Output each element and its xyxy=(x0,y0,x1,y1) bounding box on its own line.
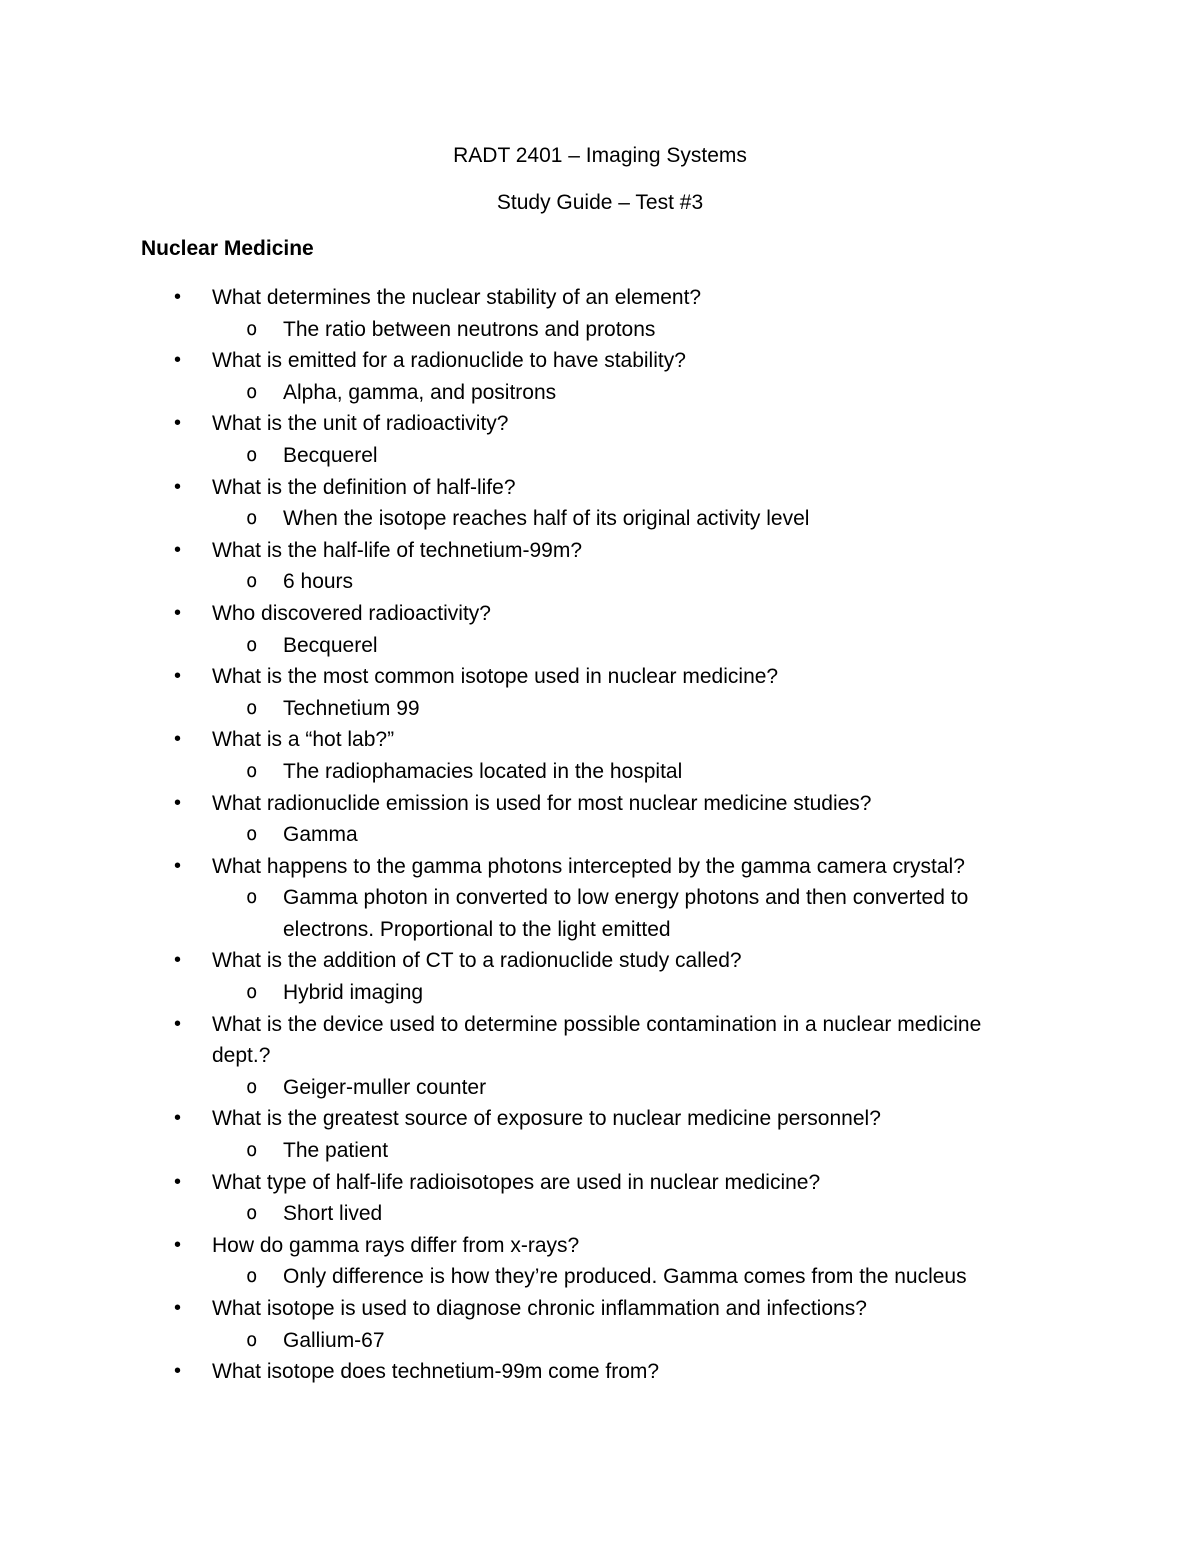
question-text: What is the greatest source of exposure to nuclear medicine personnel? xyxy=(212,1107,881,1131)
answer-list xyxy=(212,819,1012,851)
circle-bullet-icon: o xyxy=(246,1139,258,1162)
question-item xyxy=(0,1167,1012,1230)
circle-bullet-icon: o xyxy=(246,823,258,846)
answer-item xyxy=(0,1261,993,1293)
answer-item xyxy=(0,377,993,409)
bullet-icon: • xyxy=(174,412,182,435)
answer-list xyxy=(212,440,1012,472)
bullet-icon: • xyxy=(174,1012,182,1035)
answer-text: Technetium 99 xyxy=(283,696,420,720)
answer-list xyxy=(212,882,1012,945)
question-item xyxy=(0,1356,1012,1388)
answer-text: The radiophamacies located in the hospital xyxy=(283,759,683,783)
circle-bullet-icon: o xyxy=(246,1265,258,1288)
answer-list xyxy=(212,693,1012,725)
answer-item xyxy=(0,503,993,535)
question-text: What is the most common isotope used in nuclear medicine? xyxy=(212,665,779,689)
answer-item xyxy=(0,440,993,472)
question-text: What is the half-life of technetium-99m? xyxy=(212,538,583,562)
document-subtitle: Study Guide – Test #3 xyxy=(496,191,704,214)
bullet-icon: • xyxy=(174,349,182,372)
answer-text: Short lived xyxy=(283,1202,383,1226)
question-text: What is a “hot lab?” xyxy=(212,728,395,752)
answer-list xyxy=(212,977,1012,1009)
answer-list xyxy=(212,1135,1012,1167)
answer-text: 6 hours xyxy=(283,570,354,594)
answer-item xyxy=(0,630,993,662)
question-item xyxy=(0,535,1012,598)
answer-text: When the isotope reaches half of its original activity level xyxy=(283,507,810,531)
answer-item xyxy=(0,1198,993,1230)
answer-text: The patient xyxy=(283,1139,389,1163)
circle-bullet-icon: o xyxy=(246,759,258,782)
answer-list xyxy=(212,630,1012,662)
section-heading: Nuclear Medicine xyxy=(141,237,314,260)
bullet-icon: • xyxy=(174,538,182,561)
bullet-icon: • xyxy=(174,1233,182,1256)
question-item xyxy=(0,408,1012,471)
answer-item xyxy=(0,977,993,1009)
answer-text: Hybrid imaging xyxy=(283,981,424,1005)
answer-list xyxy=(212,1261,1012,1293)
circle-bullet-icon: o xyxy=(246,507,258,530)
circle-bullet-icon: o xyxy=(246,317,258,340)
question-text: What isotope does technetium-99m come from? xyxy=(212,1360,660,1384)
bullet-icon: • xyxy=(174,1360,182,1383)
answer-list xyxy=(212,1072,1012,1104)
question-item xyxy=(0,724,1012,787)
question-list xyxy=(0,282,1200,1388)
answer-text: Only difference is how they’re produced. Gamma comes from the nucleus xyxy=(283,1265,967,1289)
question-text: What determines the nuclear stability of an element? xyxy=(212,286,702,309)
answer-item xyxy=(0,314,993,346)
question-item xyxy=(0,788,1012,851)
question-item xyxy=(0,1103,1012,1166)
bullet-icon: • xyxy=(174,949,182,972)
question-item xyxy=(0,282,1012,345)
answer-text: Gallium-67 xyxy=(283,1328,385,1352)
question-text: What is emitted for a radionuclide to have stability? xyxy=(212,349,686,373)
answer-list xyxy=(212,756,1012,788)
bullet-icon: • xyxy=(174,665,182,688)
answer-text: Alpha, gamma, and positrons xyxy=(283,380,557,404)
question-item xyxy=(0,345,1012,408)
answer-item xyxy=(0,1135,993,1167)
question-item xyxy=(0,472,1012,535)
answer-list xyxy=(212,1198,1012,1230)
answer-list xyxy=(212,1325,1012,1357)
question-item xyxy=(0,1230,1012,1293)
answer-item xyxy=(0,693,993,725)
answer-item xyxy=(0,566,993,598)
answer-list xyxy=(212,566,1012,598)
question-item xyxy=(0,661,1012,724)
answer-text: Becquerel xyxy=(283,443,378,467)
question-text: What is the addition of CT to a radionuclide study called? xyxy=(212,949,742,973)
answer-item xyxy=(0,1072,993,1104)
question-text: Who discovered radioactivity? xyxy=(212,601,491,625)
answer-item xyxy=(0,882,993,945)
answer-item xyxy=(0,1325,993,1357)
question-text: What radionuclide emission is used for most nuclear medicine studies? xyxy=(212,791,872,815)
bullet-icon: • xyxy=(174,791,182,814)
answer-list xyxy=(212,503,1012,535)
question-text: How do gamma rays differ from x-rays? xyxy=(212,1233,580,1257)
bullet-icon: • xyxy=(174,1297,182,1319)
bullet-icon: • xyxy=(174,1107,182,1130)
question-text: What isotope is used to diagnose chronic inflammation and infections? xyxy=(212,1297,867,1320)
answer-list xyxy=(212,314,1012,346)
circle-bullet-icon: o xyxy=(246,443,258,466)
question-item xyxy=(0,598,1012,661)
answer-text: Geiger-muller counter xyxy=(283,1075,487,1099)
bullet-icon: • xyxy=(174,475,182,498)
bullet-icon: • xyxy=(174,1170,182,1193)
circle-bullet-icon: o xyxy=(246,1328,258,1351)
question-item xyxy=(0,1293,1012,1356)
question-item xyxy=(0,851,1012,946)
question-text: What happens to the gamma photons intercepted by the gamma camera crystal? xyxy=(212,854,965,878)
bullet-icon: • xyxy=(174,601,182,624)
circle-bullet-icon: o xyxy=(246,1202,258,1225)
answer-item xyxy=(0,756,993,788)
bullet-icon: • xyxy=(174,728,182,751)
question-text: What is the unit of radioactivity? xyxy=(212,412,509,436)
circle-bullet-icon: o xyxy=(246,570,258,593)
answer-text: Gamma photon in converted to low energy photons and then converted to electrons. Proportional to the light emitted xyxy=(283,886,969,941)
question-text: What is the device used to determine possible contamination in a nuclear medicine dept.? xyxy=(212,1012,982,1068)
document-title: RADT 2401 – Imaging Systems xyxy=(453,144,747,167)
question-text: What type of half-life radioisotopes are used in nuclear medicine? xyxy=(212,1170,821,1194)
circle-bullet-icon: o xyxy=(246,981,258,1004)
answer-item xyxy=(0,819,993,851)
circle-bullet-icon: o xyxy=(246,886,258,909)
circle-bullet-icon: o xyxy=(246,696,258,719)
circle-bullet-icon: o xyxy=(246,1075,258,1098)
answer-text: Becquerel xyxy=(283,633,378,657)
bullet-icon: • xyxy=(174,854,182,877)
circle-bullet-icon: o xyxy=(246,633,258,656)
circle-bullet-icon: o xyxy=(246,380,258,403)
answer-list xyxy=(212,377,1012,409)
answer-text: The ratio between neutrons and protons xyxy=(283,317,656,341)
answer-text: Gamma xyxy=(283,823,358,847)
question-text: What is the definition of half-life? xyxy=(212,475,516,499)
bullet-icon: • xyxy=(174,286,182,308)
question-item xyxy=(0,945,1012,1008)
question-item xyxy=(0,1009,1012,1104)
